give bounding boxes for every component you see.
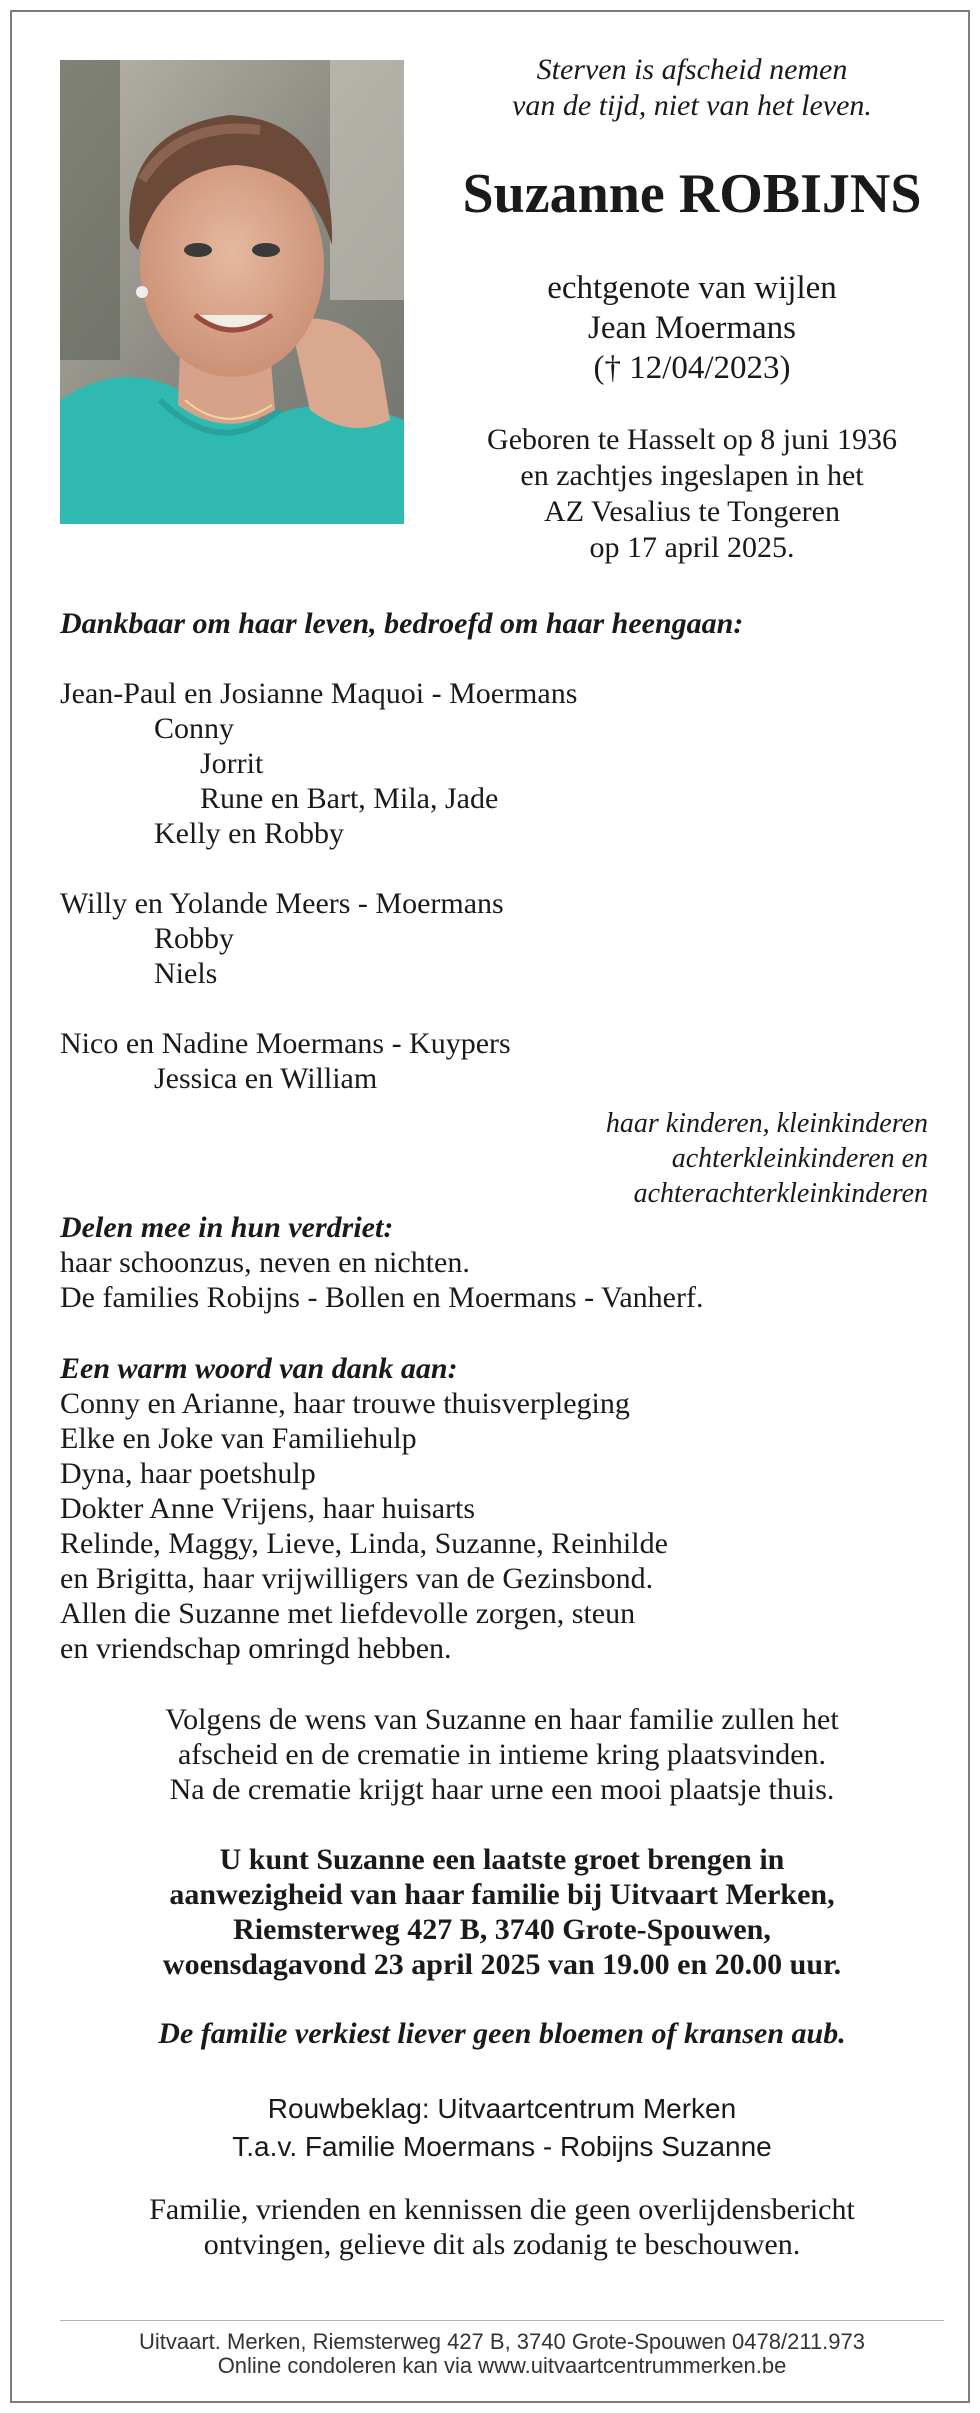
birth-death-info	[432, 422, 952, 566]
share-grief-section	[60, 1210, 940, 1315]
birth-line-4: op 17 april 2025.	[589, 531, 795, 564]
cremation-line: Na de crematie krijgt haar urne een mooi plaatsje thuis.	[169, 1773, 835, 1806]
visit-line: U kunt Suzanne een laatste groet brengen in	[219, 1843, 785, 1876]
thanks-line: Relinde, Maggy, Lieve, Linda, Suzanne, Reinhilde	[60, 1527, 668, 1560]
notice-line: Familie, vrienden en kennissen die geen overlijdensbericht	[149, 2193, 855, 2226]
thanks-line: Dyna, haar poetshulp	[60, 1457, 316, 1490]
family-child: Kelly en Robby	[154, 817, 344, 850]
grateful-heading: Dankbaar om haar leven, bedroefd om haar heengaan:	[60, 607, 744, 640]
birth-line-1: Geboren te Hasselt op 8 juni 1936	[487, 423, 897, 456]
spouse-line-3: († 12/04/2023)	[593, 350, 791, 386]
spouse-line-2: Jean Moermans	[587, 310, 797, 346]
family-child: Conny	[154, 712, 235, 745]
obituary-card	[10, 10, 970, 2403]
motto-line-2: van de tijd, niet van het leven.	[512, 89, 872, 122]
deceased-name: Suzanne ROBIJNS	[462, 163, 922, 225]
notice-line: ontvingen, gelieve dit als zodanig te beschouwen.	[203, 2228, 801, 2261]
family-parents: Nico en Nadine Moermans - Kuypers	[60, 1027, 511, 1060]
thanks-section	[60, 1351, 940, 1666]
family-grandchild: Rune en Bart, Mila, Jade	[200, 782, 499, 815]
motto-line-1: Sterven is afscheid nemen	[536, 53, 848, 86]
summary-line-3: achterachterkleinkinderen	[633, 1178, 928, 1209]
footer-address: Uitvaart. Merken, Riemsterweg 427 B, 3740 Grote-Spouwen 0478/211.973	[139, 2329, 865, 2354]
footer	[60, 2330, 944, 2378]
summary-line-1: haar kinderen, kleinkinderen	[605, 1108, 928, 1139]
thanks-line: Allen die Suzanne met liefdevolle zorgen, steun	[60, 1597, 636, 1630]
birth-line-3: AZ Vesalius te Tongeren	[544, 495, 840, 528]
condolence-line: T.a.v. Familie Moermans - Robijns Suzanne	[232, 2131, 772, 2162]
visit-line: Riemsterweg 427 B, 3740 Grote-Spouwen,	[233, 1913, 771, 1946]
cremation-notice	[52, 1702, 952, 1807]
family-parents: Willy en Yolande Meers - Moermans	[60, 887, 504, 920]
motto	[432, 52, 952, 124]
visitation-info	[52, 1842, 952, 1982]
summary-line-2: achterkleinkinderen en	[671, 1143, 928, 1174]
thanks-line: en vriendschap omringd hebben.	[60, 1632, 452, 1665]
share-grief-heading: Delen mee in hun verdriet:	[60, 1211, 394, 1244]
condolence-line: Rouwbeklag: Uitvaartcentrum Merken	[267, 2093, 737, 2124]
birth-line-2: en zachtjes ingeslapen in het	[520, 459, 864, 492]
family-grandchild: Jorrit	[200, 747, 264, 780]
thanks-line: Dokter Anne Vrijens, haar huisarts	[60, 1492, 476, 1525]
cremation-line: afscheid en de crematie in intieme kring plaatsvinden.	[177, 1738, 827, 1771]
thanks-line: en Brigitta, haar vrijwilligers van de Gezinsbond.	[60, 1562, 654, 1595]
spouse-info	[432, 268, 952, 388]
family-summary	[60, 1106, 928, 1211]
footer-website: Online condoleren kan via www.uitvaartcentrummerken.be	[217, 2353, 787, 2378]
family-group-1	[60, 676, 940, 851]
condolence-address	[52, 2090, 952, 2166]
thanks-line: Elke en Joke van Familiehulp	[60, 1422, 417, 1455]
visit-line: aanwezigheid van haar familie bij Uitvaart Merken,	[169, 1878, 835, 1911]
portrait-illustration	[60, 60, 404, 524]
portrait-photo	[60, 60, 404, 524]
flowers-note: De familie verkiest liever geen bloemen of kransen aub.	[158, 2017, 846, 2050]
family-group-3	[60, 1026, 940, 1096]
family-parents: Jean-Paul en Josianne Maquoi - Moermans	[60, 677, 578, 710]
family-child: Niels	[154, 957, 218, 990]
share-grief-line: De families Robijns - Bollen en Moermans - Vanherf.	[60, 1281, 704, 1314]
cremation-line: Volgens de wens van Suzanne en haar familie zullen het	[165, 1703, 839, 1736]
closing-notice	[52, 2192, 952, 2262]
thanks-line: Conny en Arianne, haar trouwe thuisverpleging	[60, 1387, 630, 1420]
share-grief-line: haar schoonzus, neven en nichten.	[60, 1246, 470, 1279]
family-child: Jessica en William	[154, 1062, 378, 1095]
visit-line: woensdagavond 23 april 2025 van 19.00 en 20.00 uur.	[162, 1948, 842, 1981]
family-group-2	[60, 886, 940, 991]
thanks-heading: Een warm woord van dank aan:	[60, 1352, 458, 1385]
footer-divider	[60, 2320, 944, 2321]
family-child: Robby	[154, 922, 235, 955]
spouse-line-1: echtgenote van wijlen	[547, 270, 837, 306]
